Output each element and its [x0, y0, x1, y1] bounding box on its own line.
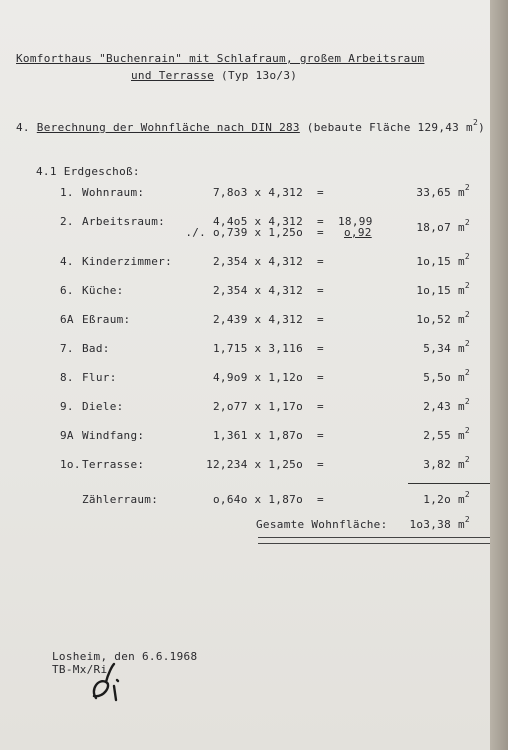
row-number: 9.	[60, 400, 74, 413]
equals-sign: =	[317, 493, 324, 506]
area-result	[423, 426, 470, 442]
area-value: 1o,52	[416, 313, 451, 326]
area-result	[423, 490, 470, 506]
calculation: 2,o77 x 1,17o	[213, 400, 303, 413]
equals-sign: =	[317, 226, 324, 239]
room-name: Arbeitsraum:	[82, 215, 166, 228]
area-unit-sup: 2	[464, 183, 470, 192]
equals-sign: =	[317, 400, 324, 413]
header-line1: Komforthaus "Buchenrain" mit Schlafraum, großem Arbeitsraum	[16, 52, 425, 65]
equals-sign: =	[317, 215, 324, 228]
area-unit-sup: 2	[464, 455, 470, 464]
area-unit-sup: 2	[464, 490, 470, 499]
row-number: 4.	[60, 255, 74, 268]
area-result	[423, 397, 470, 413]
room-name: Diele:	[82, 400, 124, 413]
double-underline	[258, 537, 490, 544]
room-name: Kinderzimmer:	[82, 255, 172, 268]
equals-sign: =	[317, 284, 324, 297]
area-unit-sup: 2	[464, 426, 470, 435]
area-value: 33,65	[416, 186, 451, 199]
footer-place-date: Losheim, den 6.6.1968	[52, 650, 198, 663]
area-result	[423, 339, 470, 355]
total-number: 1o3,38	[409, 518, 451, 531]
header-type: (Typ 13o/3)	[221, 69, 298, 82]
room-name: Küche:	[82, 284, 124, 297]
area-value: 1,2o	[423, 493, 451, 506]
area-unit: m	[457, 429, 465, 442]
area-unit: m	[457, 255, 465, 268]
calculation: 2,354 x 4,312	[213, 255, 303, 268]
row-number: 1.	[60, 186, 74, 199]
area-unit: m	[457, 342, 465, 355]
area-value: 2,55	[423, 429, 451, 442]
page-edge	[490, 0, 508, 750]
room-name: Flur:	[82, 371, 117, 384]
section-note-sup: 2	[472, 118, 479, 127]
calculation: 7,8o3 x 4,312	[213, 186, 303, 199]
area-unit-sup: 2	[464, 281, 470, 290]
equals-sign: =	[317, 342, 324, 355]
room-name: Windfang:	[82, 429, 145, 442]
equals-sign: =	[317, 313, 324, 326]
total-unit: m	[457, 518, 465, 531]
header-line2	[131, 69, 297, 82]
equals-sign: =	[317, 429, 324, 442]
row-number: 1o.	[60, 458, 81, 471]
room-name: Terrasse:	[82, 458, 145, 471]
row-number: 7.	[60, 342, 74, 355]
room-name: Zählerraum:	[82, 493, 159, 506]
calculation: 2,439 x 4,312	[213, 313, 303, 326]
area-value: 3,82	[423, 458, 451, 471]
header-line2-text: und Terrasse	[131, 69, 215, 82]
section-title: Berechnung der Wohnfläche nach DIN 283	[36, 121, 300, 134]
subsection-title: 4.1 Erdgeschoß:	[36, 165, 140, 178]
calculation: 12,234 x 1,25o	[206, 458, 303, 471]
area-unit-sup: 2	[464, 368, 470, 377]
area-unit: m	[457, 186, 465, 199]
area-result	[423, 455, 470, 471]
area-unit: m	[457, 221, 465, 234]
section-heading	[16, 118, 486, 134]
total-label: Gesamte Wohnfläche:	[256, 518, 388, 531]
footer-reference: TB-Mx/Ri	[52, 663, 108, 676]
handwritten-signature	[84, 660, 134, 704]
area-unit: m	[457, 284, 465, 297]
calculation: 2,354 x 4,312	[213, 284, 303, 297]
area-unit-sup: 2	[464, 339, 470, 348]
row-number: 8.	[60, 371, 74, 384]
row-number: 6.	[60, 284, 74, 297]
sum-line	[408, 483, 490, 484]
room-name: Eßraum:	[82, 313, 131, 326]
area-unit: m	[457, 493, 465, 506]
area-value: 18,o7	[416, 221, 451, 234]
row-number: 2.	[60, 215, 74, 228]
area-value: 1o,15	[416, 284, 451, 297]
row-number: 9A	[60, 429, 74, 442]
room-name: Wohnraum:	[82, 186, 145, 199]
equals-sign: =	[317, 458, 324, 471]
partial-result-deduction: o,92	[344, 226, 372, 239]
area-unit: m	[457, 313, 465, 326]
area-unit: m	[457, 458, 465, 471]
area-result	[416, 183, 470, 199]
room-name: Bad:	[82, 342, 110, 355]
area-unit-sup: 2	[464, 252, 470, 261]
area-unit: m	[457, 371, 465, 384]
calculation: 4,9o9 x 1,12o	[213, 371, 303, 384]
calculation: 1,715 x 3,116	[213, 342, 303, 355]
area-value: 1o,15	[416, 255, 451, 268]
area-result	[416, 310, 470, 326]
equals-sign: =	[317, 255, 324, 268]
row-number: 6A	[60, 313, 74, 326]
calculation-deduction: ./. o,739 x 1,25o	[185, 226, 303, 239]
area-value: 5,34	[423, 342, 451, 355]
equals-sign: =	[317, 371, 324, 384]
equals-sign: =	[317, 186, 324, 199]
area-unit: m	[457, 400, 465, 413]
area-result	[423, 368, 470, 384]
partial-result: 18,99	[338, 215, 373, 228]
calculation: 4,4o5 x 4,312	[213, 215, 303, 228]
section-note: (bebaute Fläche 129,43 m	[306, 121, 473, 134]
section-note-end: )	[478, 121, 486, 134]
area-result	[416, 218, 470, 234]
area-result	[416, 281, 470, 297]
area-unit-sup: 2	[464, 218, 470, 227]
total-unit-sup: 2	[464, 515, 470, 524]
section-number: 4.	[16, 121, 30, 134]
calculation: 1,361 x 1,87o	[213, 429, 303, 442]
total-value	[409, 515, 470, 531]
area-result	[416, 252, 470, 268]
area-unit-sup: 2	[464, 397, 470, 406]
area-unit-sup: 2	[464, 310, 470, 319]
area-value: 5,5o	[423, 371, 451, 384]
area-value: 2,43	[423, 400, 451, 413]
calculation: o,64o x 1,87o	[213, 493, 303, 506]
